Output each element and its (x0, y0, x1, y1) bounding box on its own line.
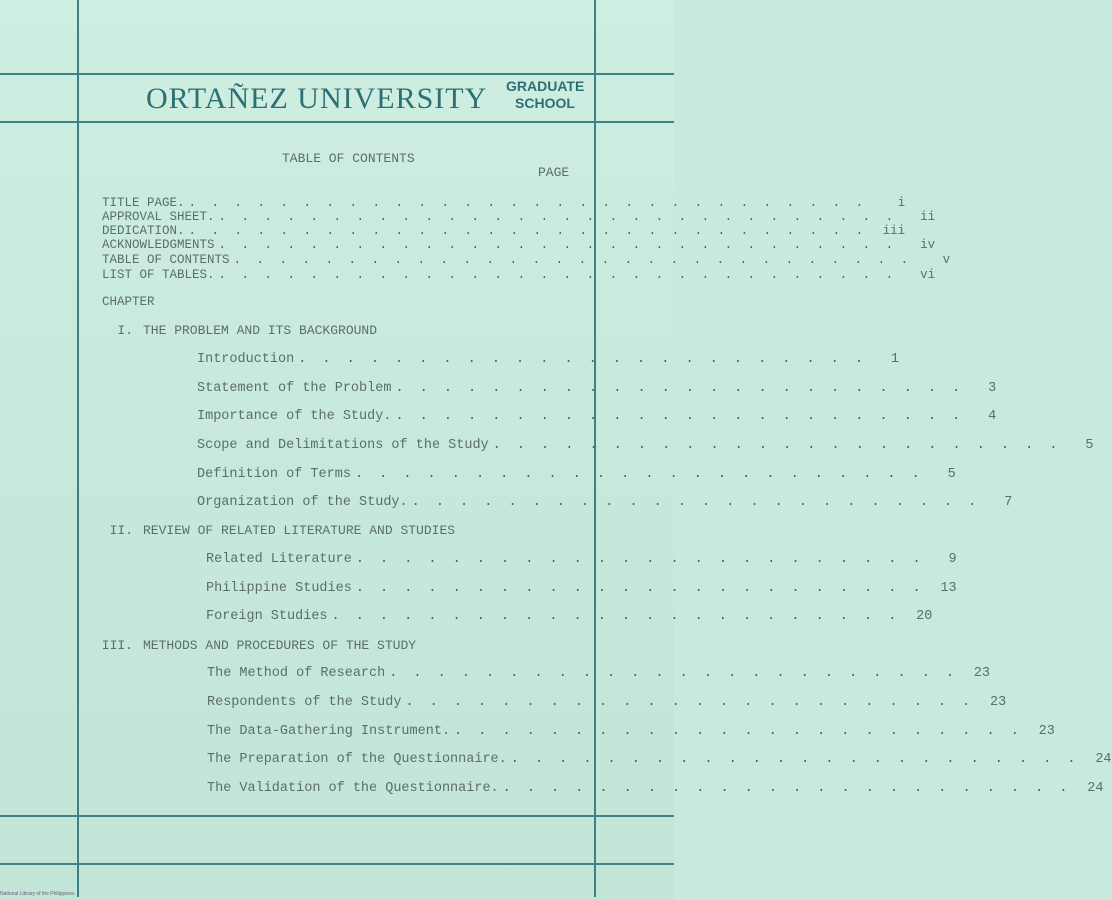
section-label: Respondents of the Study (207, 695, 402, 710)
section-label: The Preparation of the Questionnaire. (207, 752, 507, 767)
leader-dots: . . . . . . . . . . . . . . . . . . . . . . . . . . . . . . (188, 196, 868, 210)
header-top-line (0, 73, 674, 75)
toc-entry (102, 253, 951, 267)
toc-section (197, 438, 1094, 453)
leader-dots: . . . . . . . . . . . . . . . . . . . . . . . . (492, 438, 1062, 453)
toc-section (206, 552, 957, 567)
toc-section (207, 695, 1007, 710)
toc-entry (102, 268, 936, 282)
toc-entry-label: TABLE OF CONTENTS (102, 253, 230, 267)
leader-dots: . . . . . . . . . . . . . . . . . . . . . . . . (395, 409, 965, 424)
chapter-title (95, 638, 416, 653)
section-page: 24 (1087, 781, 1104, 796)
toc-section (207, 752, 1112, 767)
leader-dots: . . . . . . . . . . . . . . . . . . . . . . . . (355, 581, 925, 596)
section-page: 1 (890, 352, 899, 367)
toc-section (206, 609, 933, 624)
chapter-number: III. (101, 638, 133, 653)
toc-title: TABLE OF CONTENTS (282, 151, 415, 166)
leader-dots: . . . . . . . . . . . . . . . . . . . . . . . . (298, 352, 867, 367)
section-page: 24 (1095, 752, 1112, 767)
section-label: Scope and Delimitations of the Study (197, 438, 489, 453)
section-page: 4 (988, 409, 997, 424)
toc-entry-page: i (897, 196, 906, 210)
section-page: 23 (1038, 724, 1055, 739)
scan-footer-text: National Library of the Philippines (0, 891, 75, 897)
toc-section (197, 381, 997, 396)
toc-section (207, 781, 1104, 796)
toc-entry-page: v (942, 253, 951, 267)
leader-dots: . . . . . . . . . . . . . . . . . . . . . . . . (502, 781, 1072, 796)
section-label: Statement of the Problem (197, 381, 392, 396)
leader-dots: . . . . . . . . . . . . . . . . . . . . . . . . (395, 381, 965, 396)
toc-entry-label: ACKNOWLEDGMENTS (102, 238, 215, 252)
toc-entry-label: TITLE PAGE. (102, 196, 185, 210)
toc-entry-label: DEDICATION. (102, 224, 185, 238)
leader-dots: . . . . . . . . . . . . . . . . . . . . . . . . . . . . . . (218, 268, 898, 282)
section-page: 7 (1004, 495, 1013, 510)
section-label: The Data-Gathering Instrument. (207, 724, 451, 739)
toc-section (207, 724, 1055, 739)
section-page: 9 (948, 552, 957, 567)
section-label: Introduction (197, 352, 295, 367)
chapter-number: II. (109, 523, 133, 538)
footer-top-line (0, 815, 674, 817)
leader-dots: . . . . . . . . . . . . . . . . . . . . . . . . . . . . . . (188, 224, 868, 238)
section-page: 5 (947, 467, 956, 482)
leader-dots: . . . . . . . . . . . . . . . . . . . . . . . . (510, 752, 1080, 767)
section-page: 13 (940, 581, 957, 596)
toc-entry (102, 196, 906, 210)
leader-dots: . . . . . . . . . . . . . . . . . . . . . . . . (405, 695, 975, 710)
chapter-number: I. (117, 323, 133, 338)
toc-entry-page: vi (920, 268, 936, 282)
header-bottom-line (0, 121, 674, 123)
chapter-title-text: METHODS AND PROCEDURES OF THE STUDY (143, 638, 417, 653)
university-name: ORTAÑEZ UNIVERSITY (146, 82, 488, 115)
leader-dots: . . . . . . . . . . . . . . . . . . . . . . . . (354, 467, 924, 482)
toc-section (197, 495, 1013, 510)
toc-section (197, 467, 956, 482)
graduate-school-label (506, 78, 584, 112)
toc-entry-page: ii (920, 210, 936, 224)
leader-dots: . . . . . . . . . . . . . . . . . . . . . . . . . . . . . . (233, 253, 913, 267)
section-page: 23 (990, 695, 1007, 710)
section-label: Organization of the Study. (197, 495, 408, 510)
chapter-title (95, 523, 455, 538)
section-page: 20 (916, 609, 933, 624)
toc-section (197, 352, 899, 367)
leader-dots: . . . . . . . . . . . . . . . . . . . . . . . . . . . . . . (218, 238, 898, 252)
leader-dots: . . . . . . . . . . . . . . . . . . . . . . . . (411, 495, 981, 510)
leader-dots: . . . . . . . . . . . . . . . . . . . . . . . . . . . . . . (218, 210, 898, 224)
section-page: 3 (988, 381, 997, 396)
chapter-title-text: THE PROBLEM AND ITS BACKGROUND (143, 323, 378, 338)
section-label: The Validation of the Questionnaire. (207, 781, 499, 796)
toc-entry-page: iii (882, 224, 906, 238)
section-label: Philippine Studies (206, 581, 352, 596)
section-label: Importance of the Study. (197, 409, 392, 424)
left-border-line (77, 0, 79, 897)
section-label: Related Literature (206, 552, 352, 567)
toc-section (197, 409, 997, 424)
toc-entry (102, 238, 936, 252)
section-label: Definition of Terms (197, 467, 351, 482)
school-label: SCHOOL (515, 95, 575, 111)
toc-section (206, 581, 957, 596)
chapter-label: CHAPTER (102, 295, 155, 309)
section-label: The Method of Research (207, 666, 386, 681)
leader-dots: . . . . . . . . . . . . . . . . . . . . . . . . (355, 552, 925, 567)
leader-dots: . . . . . . . . . . . . . . . . . . . . . . . . (331, 609, 901, 624)
page-column-heading: PAGE (538, 165, 570, 180)
chapter-title-text: REVIEW OF RELATED LITERATURE AND STUDIES (143, 523, 456, 538)
toc-entry (102, 224, 906, 238)
section-page: 23 (973, 666, 990, 681)
section-page: 5 (1085, 438, 1094, 453)
toc-entry-label: APPROVAL SHEET. (102, 210, 215, 224)
leader-dots: . . . . . . . . . . . . . . . . . . . . . . . . (454, 724, 1023, 739)
footer-bottom-line (0, 863, 674, 865)
leader-dots: . . . . . . . . . . . . . . . . . . . . . . . . (389, 666, 958, 681)
section-label: Foreign Studies (206, 609, 328, 624)
graduate-label: GRADUATE (506, 78, 585, 94)
toc-entry-page: iv (920, 238, 936, 252)
toc-entry-label: LIST OF TABLES. (102, 268, 215, 282)
toc-entry (102, 210, 936, 224)
chapter-title (95, 323, 377, 338)
toc-section (207, 666, 990, 681)
